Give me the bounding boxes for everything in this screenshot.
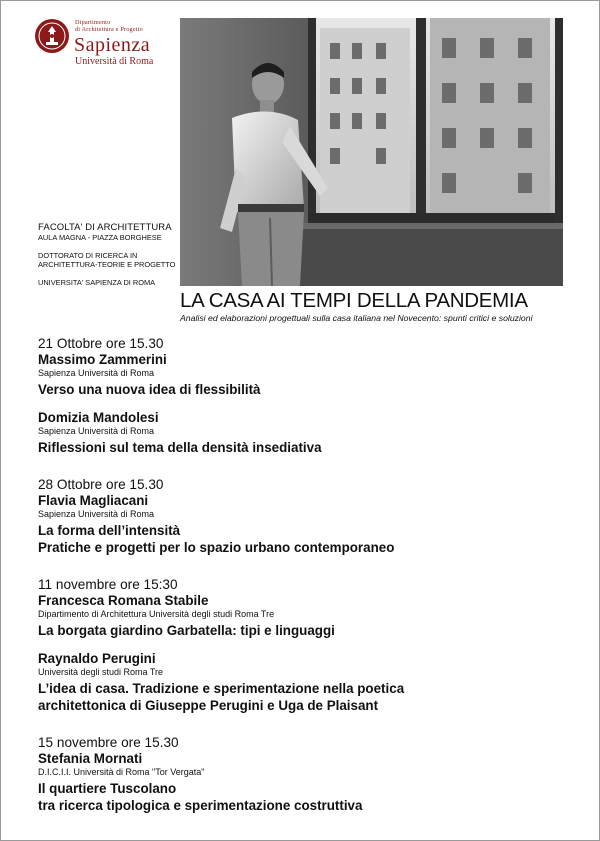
university-line: UNIVERSITA' SAPIENZA DI ROMA [38, 278, 156, 287]
speaker-name: Stefania Mornati [38, 751, 143, 766]
faculty-name: FACOLTA' DI ARCHITETTURA [38, 222, 172, 233]
speaker-affiliation: Sapienza Università di Roma [38, 368, 155, 378]
sapienza-logo [34, 16, 184, 72]
talk [38, 751, 578, 814]
speaker-affiliation: D.I.C.I.I. Università di Roma "Tor Vergata" [38, 767, 205, 777]
talk-title-line-2: Pratiche e progetti per lo spazio urbano contemporaneo [38, 540, 395, 555]
talk [38, 593, 578, 639]
talk-title: Riflessioni sul tema della densità insediativa [38, 440, 322, 455]
session-4 [38, 735, 578, 814]
talk-title: La borgata giardino Garbatella: tipi e linguaggi [38, 623, 335, 638]
university-city: Università di Roma [75, 56, 154, 67]
talk-title: La forma dell’intensità [38, 523, 181, 538]
program-list [38, 336, 578, 823]
event-subtitle: Analisi ed elaborazioni progettuali sulla casa italiana nel Novecento: spunti critici e soluzioni [180, 313, 533, 323]
session-date: 28 Ottobre ore 15.30 [38, 477, 164, 492]
speaker-affiliation: Dipartimento di Architettura Università degli studi Roma Tre [38, 609, 275, 619]
talk [38, 651, 578, 714]
talk-title: L’idea di casa. Tradizione e sperimentazione nella poetica [38, 681, 405, 696]
session-date: 11 novembre ore 15:30 [38, 577, 178, 592]
session-date: 21 Ottobre ore 15.30 [38, 336, 164, 351]
department-name: Dipartimento di Architettura e Progetto [75, 19, 143, 33]
session-1 [38, 336, 578, 456]
speaker-name: Francesca Romana Stabile [38, 593, 209, 608]
talk [38, 410, 578, 456]
sapienza-seal-icon [34, 18, 70, 54]
speaker-name: Massimo Zammerini [38, 352, 167, 367]
talk-title: Verso una nuova idea di flessibilità [38, 382, 261, 397]
doctorate-name: DOTTORATO DI RICERCA IN ARCHITETTURA-TEORIE E PROGETTO [38, 251, 176, 269]
talk [38, 352, 578, 398]
speaker-affiliation: Sapienza Università di Roma [38, 426, 155, 436]
talk-title: Il quartiere Tuscolano [38, 781, 177, 796]
speaker-name: Flavia Magliacani [38, 493, 149, 508]
session-date: 15 novembre ore 15.30 [38, 735, 179, 750]
talk-title-line-2: architettonica di Giuseppe Perugini e Uga de Plaisant [38, 698, 379, 713]
university-name: Sapienza [74, 34, 151, 56]
speaker-affiliation: Sapienza Università di Roma [38, 509, 155, 519]
venue-name: AULA MAGNA - PIAZZA BORGHESE [38, 233, 162, 242]
speaker-name: Raynaldo Perugini [38, 651, 156, 666]
session-3 [38, 577, 578, 714]
venue-info [38, 222, 178, 287]
speaker-affiliation: Università degli studi Roma Tre [38, 667, 164, 677]
talk-title-line-2: tra ricerca tipologica e sperimentazione costruttiva [38, 798, 363, 813]
man-at-window-image [180, 18, 563, 286]
hero-photo [180, 18, 563, 286]
session-2 [38, 477, 578, 556]
speaker-name: Domizia Mandolesi [38, 410, 159, 425]
talk [38, 493, 578, 556]
event-title: LA CASA AI TEMPI DELLA PANDEMIA [180, 289, 528, 312]
